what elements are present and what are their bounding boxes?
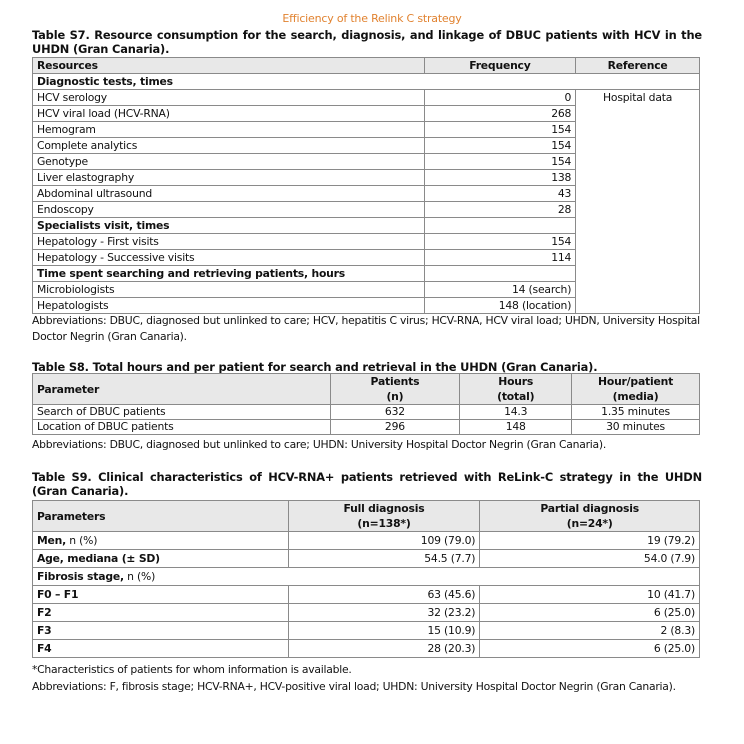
partial-diagnosis-cell: 10 (41.7) [480,586,700,604]
table-row [33,640,700,658]
resource-label: Genotype [33,154,425,170]
header-line: Full diagnosis [343,502,425,515]
table-row [33,420,700,435]
partial-diagnosis-cell: 6 (25.0) [480,640,700,658]
full-diagnosis-cell: 15 (10.9) [288,622,480,640]
section-label: Fibrosis stage, [37,570,124,583]
header-line: (n=138*) [357,517,411,530]
table-s9 [32,500,700,658]
resource-label: Liver elastography [33,170,425,186]
section-title: Time spent searching and retrieving patients, hours [33,266,425,282]
table-row [33,622,700,640]
column-header-reference: Reference [576,58,700,74]
resource-label: Hepatology - Successive visits [33,250,425,266]
column-header-hour-per-patient [572,374,700,405]
column-header-parameter: Parameter [33,374,331,405]
frequency-value: 154 [424,234,576,250]
per-patient-cell: 30 minutes [572,420,700,435]
reference-cell: Hospital data [576,90,700,314]
fibrosis-stage-label: F2 [33,604,289,622]
header-line: Hour/patient [598,375,674,388]
table-header-row [33,501,700,532]
frequency-value: 154 [424,138,576,154]
column-header-full-diagnosis [288,501,480,532]
frequency-value: 154 [424,154,576,170]
parameter-label: Men, [37,534,67,547]
table-row [33,90,700,106]
patients-cell: 632 [330,405,460,420]
parameter-unit: n (%) [66,534,98,547]
column-header-frequency: Frequency [424,58,576,74]
section-title: Diagnostic tests, times [33,74,700,90]
column-header-hours [460,374,572,405]
frequency-value: 43 [424,186,576,202]
header-line: Partial diagnosis [540,502,639,515]
partial-diagnosis-cell: 6 (25.0) [480,604,700,622]
resource-label: Abdominal ultrasound [33,186,425,202]
table-s7 [32,57,700,314]
resource-label: Complete analytics [33,138,425,154]
table-s9-caption: Table S9. Clinical characteristics of HCV-RNA+ patients retrieved with ReLink-C strategy in the UHDN (Gran Canaria). [32,470,702,498]
table-s8 [32,373,700,435]
table-s9-footnote: *Characteristics of patients for whom information is available. [32,663,352,676]
table-s9-abbreviations: Abbreviations: F, fibrosis stage; HCV-RNA+, HCV-positive viral load; UHDN: University Hospital Doctor Negrin (Gran Canaria). [32,680,676,693]
patients-cell: 296 [330,420,460,435]
per-patient-cell: 1.35 minutes [572,405,700,420]
full-diagnosis-cell: 63 (45.6) [288,586,480,604]
table-row [33,604,700,622]
column-header-parameters: Parameters [33,501,289,532]
resource-label: Hemogram [33,122,425,138]
fibrosis-stage-label: F3 [33,622,289,640]
parameter-cell: Location of DBUC patients [33,420,331,435]
frequency-value: 154 [424,122,576,138]
full-diagnosis-cell: 109 (79.0) [288,532,480,550]
full-diagnosis-cell: 54.5 (7.7) [288,550,480,568]
resource-label: HCV viral load (HCV-RNA) [33,106,425,122]
parameter-label: Age, mediana [37,552,119,565]
table-row [33,550,700,568]
frequency-value: 148 (location) [424,298,576,314]
section-unit: n (%) [123,570,156,583]
empty-cell [424,266,576,282]
table-row [33,586,700,604]
section-row [33,568,700,586]
frequency-value: 14 (search) [424,282,576,298]
table-s7-caption: Table S7. Resource consumption for the search, diagnosis, and linkage of DBUC patients with HCV in the UHDN (Gran Canaria). [32,28,702,56]
table-row [33,405,700,420]
resource-label: Microbiologists [33,282,425,298]
parameter-cell [33,532,289,550]
full-diagnosis-cell: 32 (23.2) [288,604,480,622]
partial-diagnosis-cell: 19 (79.2) [480,532,700,550]
hours-cell: 148 [460,420,572,435]
frequency-value: 138 [424,170,576,186]
section-title: Specialists visit, times [33,218,425,234]
parameter-cell [33,550,289,568]
header-line: Patients [370,375,420,388]
table-header-row [33,374,700,405]
full-diagnosis-cell: 28 (20.3) [288,640,480,658]
table-s7-abbreviations: Abbreviations: DBUC, diagnosed but unlinked to care; HCV, hepatitis C virus; HCV-RNA, HCV viral load; UHDN, University Hospital Doctor Negrin (Gran Canaria). [32,314,700,343]
running-head: Efficiency of the Relink C strategy [282,12,462,25]
resource-label: Hepatologists [33,298,425,314]
header-line: Hours [498,375,534,388]
fibrosis-stage-label: F0 – F1 [33,586,289,604]
table-row [33,532,700,550]
parameter-cell: Search of DBUC patients [33,405,331,420]
partial-diagnosis-cell: 2 (8.3) [480,622,700,640]
frequency-value: 0 [424,90,576,106]
section-row [33,74,700,90]
frequency-value: 28 [424,202,576,218]
resource-label: Endoscopy [33,202,425,218]
header-line: (media) [612,390,659,403]
resource-label: Hepatology - First visits [33,234,425,250]
column-header-resources: Resources [33,58,425,74]
empty-cell [424,218,576,234]
header-line: (total) [497,390,535,403]
table-s8-abbreviations: Abbreviations: DBUC, diagnosed but unlinked to care; UHDN: University Hospital Doctor Negrin (Gran Canaria). [32,438,607,451]
frequency-value: 114 [424,250,576,266]
hours-cell: 14.3 [460,405,572,420]
table-header-row [33,58,700,74]
table-s8-caption: Table S8. Total hours and per patient for search and retrieval in the UHDN (Gran Canaria). [32,360,598,374]
resource-label: HCV serology [33,90,425,106]
parameter-unit: (± SD) [118,552,160,565]
column-header-patients [330,374,460,405]
frequency-value: 268 [424,106,576,122]
fibrosis-stage-label: F4 [33,640,289,658]
partial-diagnosis-cell: 54.0 (7.9) [480,550,700,568]
section-title [33,568,700,586]
header-line: (n) [386,390,404,403]
column-header-partial-diagnosis [480,501,700,532]
header-line: (n=24*) [566,517,613,530]
